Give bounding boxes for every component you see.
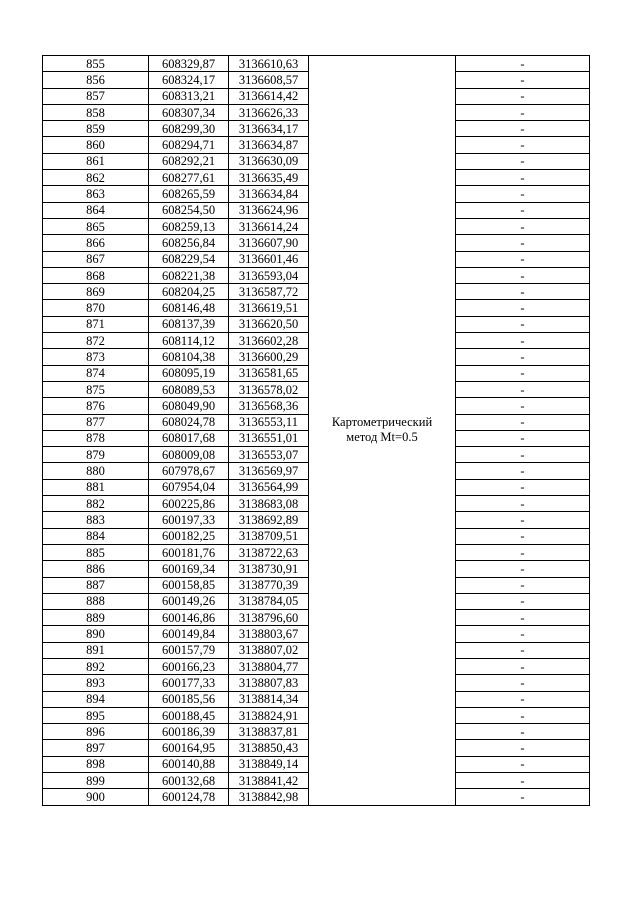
y-coordinate-cell: 3136607,90 — [229, 235, 309, 251]
accuracy-cell: - — [456, 349, 590, 365]
point-number-cell: 867 — [43, 251, 149, 267]
x-coordinate-cell: 608292,21 — [149, 153, 229, 169]
y-coordinate-cell: 3138683,08 — [229, 496, 309, 512]
point-number-cell: 897 — [43, 740, 149, 756]
point-number-cell: 894 — [43, 691, 149, 707]
x-coordinate-cell: 608229,54 — [149, 251, 229, 267]
accuracy-cell: - — [456, 740, 590, 756]
table-row — [43, 56, 590, 72]
x-coordinate-cell: 608329,87 — [149, 56, 229, 72]
point-number-cell: 860 — [43, 137, 149, 153]
x-coordinate-cell: 608137,39 — [149, 316, 229, 332]
y-coordinate-cell: 3138692,89 — [229, 512, 309, 528]
y-coordinate-cell: 3136602,28 — [229, 333, 309, 349]
y-coordinate-cell: 3138784,05 — [229, 593, 309, 609]
x-coordinate-cell: 607978,67 — [149, 463, 229, 479]
method-text-line: Картометрический — [331, 415, 433, 430]
y-coordinate-cell: 3138841,42 — [229, 773, 309, 789]
y-coordinate-cell: 3136578,02 — [229, 381, 309, 397]
y-coordinate-cell: 3138796,60 — [229, 610, 309, 626]
point-number-cell: 857 — [43, 88, 149, 104]
x-coordinate-cell: 600164,95 — [149, 740, 229, 756]
accuracy-cell: - — [456, 251, 590, 267]
x-coordinate-cell: 608017,68 — [149, 430, 229, 446]
accuracy-cell: - — [456, 88, 590, 104]
accuracy-cell: - — [456, 398, 590, 414]
x-coordinate-cell: 608294,71 — [149, 137, 229, 153]
point-number-cell: 900 — [43, 789, 149, 805]
accuracy-cell: - — [456, 186, 590, 202]
accuracy-cell: - — [456, 512, 590, 528]
x-coordinate-cell: 600132,68 — [149, 773, 229, 789]
x-coordinate-cell: 608089,53 — [149, 381, 229, 397]
y-coordinate-cell: 3136634,84 — [229, 186, 309, 202]
accuracy-cell: - — [456, 756, 590, 772]
accuracy-cell: - — [456, 447, 590, 463]
coordinates-table — [42, 55, 590, 806]
x-coordinate-cell: 600169,34 — [149, 561, 229, 577]
x-coordinate-cell: 600197,33 — [149, 512, 229, 528]
point-number-cell: 871 — [43, 316, 149, 332]
accuracy-cell: - — [456, 658, 590, 674]
point-number-cell: 861 — [43, 153, 149, 169]
point-number-cell: 893 — [43, 675, 149, 691]
accuracy-cell: - — [456, 153, 590, 169]
x-coordinate-cell: 608324,17 — [149, 72, 229, 88]
point-number-cell: 885 — [43, 544, 149, 560]
accuracy-cell: - — [456, 284, 590, 300]
y-coordinate-cell: 3136553,11 — [229, 414, 309, 430]
accuracy-cell: - — [456, 300, 590, 316]
accuracy-cell: - — [456, 267, 590, 283]
x-coordinate-cell: 608277,61 — [149, 170, 229, 186]
x-coordinate-cell: 608104,38 — [149, 349, 229, 365]
x-coordinate-cell: 608095,19 — [149, 365, 229, 381]
point-number-cell: 881 — [43, 479, 149, 495]
x-coordinate-cell: 600158,85 — [149, 577, 229, 593]
point-number-cell: 896 — [43, 724, 149, 740]
accuracy-cell: - — [456, 528, 590, 544]
x-coordinate-cell: 600157,79 — [149, 642, 229, 658]
method-cell — [309, 56, 456, 806]
y-coordinate-cell: 3138722,63 — [229, 544, 309, 560]
y-coordinate-cell: 3136614,42 — [229, 88, 309, 104]
y-coordinate-cell: 3136581,65 — [229, 365, 309, 381]
y-coordinate-cell: 3136620,50 — [229, 316, 309, 332]
accuracy-cell: - — [456, 430, 590, 446]
point-number-cell: 869 — [43, 284, 149, 300]
accuracy-cell: - — [456, 707, 590, 723]
point-number-cell: 876 — [43, 398, 149, 414]
point-number-cell: 868 — [43, 267, 149, 283]
x-coordinate-cell: 600140,88 — [149, 756, 229, 772]
y-coordinate-cell: 3138709,51 — [229, 528, 309, 544]
accuracy-cell: - — [456, 56, 590, 72]
y-coordinate-cell: 3136564,99 — [229, 479, 309, 495]
accuracy-cell: - — [456, 170, 590, 186]
x-coordinate-cell: 600166,23 — [149, 658, 229, 674]
point-number-cell: 882 — [43, 496, 149, 512]
accuracy-cell: - — [456, 691, 590, 707]
y-coordinate-cell: 3138850,43 — [229, 740, 309, 756]
accuracy-cell: - — [456, 626, 590, 642]
y-coordinate-cell: 3138814,34 — [229, 691, 309, 707]
x-coordinate-cell: 608265,59 — [149, 186, 229, 202]
point-number-cell: 898 — [43, 756, 149, 772]
y-coordinate-cell: 3138807,83 — [229, 675, 309, 691]
x-coordinate-cell: 608259,13 — [149, 218, 229, 234]
y-coordinate-cell: 3138842,98 — [229, 789, 309, 805]
coordinates-table-body — [43, 56, 590, 806]
accuracy-cell: - — [456, 724, 590, 740]
y-coordinate-cell: 3136610,63 — [229, 56, 309, 72]
accuracy-cell: - — [456, 333, 590, 349]
point-number-cell: 899 — [43, 773, 149, 789]
y-coordinate-cell: 3136553,07 — [229, 447, 309, 463]
x-coordinate-cell: 608313,21 — [149, 88, 229, 104]
accuracy-cell: - — [456, 675, 590, 691]
point-number-cell: 858 — [43, 104, 149, 120]
point-number-cell: 877 — [43, 414, 149, 430]
y-coordinate-cell: 3136593,04 — [229, 267, 309, 283]
x-coordinate-cell: 608146,48 — [149, 300, 229, 316]
point-number-cell: 863 — [43, 186, 149, 202]
accuracy-cell: - — [456, 642, 590, 658]
accuracy-cell: - — [456, 544, 590, 560]
point-number-cell: 866 — [43, 235, 149, 251]
x-coordinate-cell: 608254,50 — [149, 202, 229, 218]
y-coordinate-cell: 3138803,67 — [229, 626, 309, 642]
y-coordinate-cell: 3136619,51 — [229, 300, 309, 316]
accuracy-cell: - — [456, 610, 590, 626]
accuracy-cell: - — [456, 463, 590, 479]
accuracy-cell: - — [456, 137, 590, 153]
point-number-cell: 864 — [43, 202, 149, 218]
y-coordinate-cell: 3136600,29 — [229, 349, 309, 365]
y-coordinate-cell: 3136551,01 — [229, 430, 309, 446]
y-coordinate-cell: 3136626,33 — [229, 104, 309, 120]
y-coordinate-cell: 3138849,14 — [229, 756, 309, 772]
point-number-cell: 880 — [43, 463, 149, 479]
accuracy-cell: - — [456, 577, 590, 593]
accuracy-cell: - — [456, 218, 590, 234]
x-coordinate-cell: 608221,38 — [149, 267, 229, 283]
y-coordinate-cell: 3136601,46 — [229, 251, 309, 267]
accuracy-cell: - — [456, 72, 590, 88]
accuracy-cell: - — [456, 202, 590, 218]
point-number-cell: 875 — [43, 381, 149, 397]
x-coordinate-cell: 600181,76 — [149, 544, 229, 560]
x-coordinate-cell: 600185,56 — [149, 691, 229, 707]
point-number-cell: 886 — [43, 561, 149, 577]
point-number-cell: 889 — [43, 610, 149, 626]
y-coordinate-cell: 3138730,91 — [229, 561, 309, 577]
x-coordinate-cell: 600186,39 — [149, 724, 229, 740]
x-coordinate-cell: 600182,25 — [149, 528, 229, 544]
point-number-cell: 855 — [43, 56, 149, 72]
accuracy-cell: - — [456, 789, 590, 805]
accuracy-cell: - — [456, 381, 590, 397]
accuracy-cell: - — [456, 561, 590, 577]
point-number-cell: 884 — [43, 528, 149, 544]
y-coordinate-cell: 3136568,36 — [229, 398, 309, 414]
x-coordinate-cell: 608009,08 — [149, 447, 229, 463]
x-coordinate-cell: 608204,25 — [149, 284, 229, 300]
accuracy-cell: - — [456, 235, 590, 251]
x-coordinate-cell: 607954,04 — [149, 479, 229, 495]
y-coordinate-cell: 3136630,09 — [229, 153, 309, 169]
y-coordinate-cell: 3136608,57 — [229, 72, 309, 88]
y-coordinate-cell: 3138807,02 — [229, 642, 309, 658]
point-number-cell: 862 — [43, 170, 149, 186]
point-number-cell: 887 — [43, 577, 149, 593]
x-coordinate-cell: 608299,30 — [149, 121, 229, 137]
point-number-cell: 870 — [43, 300, 149, 316]
accuracy-cell: - — [456, 593, 590, 609]
y-coordinate-cell: 3136587,72 — [229, 284, 309, 300]
accuracy-cell: - — [456, 121, 590, 137]
y-coordinate-cell: 3138770,39 — [229, 577, 309, 593]
x-coordinate-cell: 608307,34 — [149, 104, 229, 120]
y-coordinate-cell: 3138837,81 — [229, 724, 309, 740]
point-number-cell: 859 — [43, 121, 149, 137]
y-coordinate-cell: 3138804,77 — [229, 658, 309, 674]
y-coordinate-cell: 3136634,87 — [229, 137, 309, 153]
point-number-cell: 856 — [43, 72, 149, 88]
point-number-cell: 895 — [43, 707, 149, 723]
x-coordinate-cell: 600225,86 — [149, 496, 229, 512]
point-number-cell: 865 — [43, 218, 149, 234]
accuracy-cell: - — [456, 773, 590, 789]
accuracy-cell: - — [456, 316, 590, 332]
accuracy-cell: - — [456, 479, 590, 495]
x-coordinate-cell: 600149,84 — [149, 626, 229, 642]
point-number-cell: 879 — [43, 447, 149, 463]
point-number-cell: 878 — [43, 430, 149, 446]
y-coordinate-cell: 3136614,24 — [229, 218, 309, 234]
x-coordinate-cell: 608049,90 — [149, 398, 229, 414]
point-number-cell: 872 — [43, 333, 149, 349]
x-coordinate-cell: 600188,45 — [149, 707, 229, 723]
y-coordinate-cell: 3136634,17 — [229, 121, 309, 137]
accuracy-cell: - — [456, 104, 590, 120]
point-number-cell: 891 — [43, 642, 149, 658]
y-coordinate-cell: 3136635,49 — [229, 170, 309, 186]
x-coordinate-cell: 608114,12 — [149, 333, 229, 349]
point-number-cell: 873 — [43, 349, 149, 365]
point-number-cell: 888 — [43, 593, 149, 609]
x-coordinate-cell: 600146,86 — [149, 610, 229, 626]
accuracy-cell: - — [456, 414, 590, 430]
point-number-cell: 883 — [43, 512, 149, 528]
x-coordinate-cell: 600177,33 — [149, 675, 229, 691]
y-coordinate-cell: 3136624,96 — [229, 202, 309, 218]
x-coordinate-cell: 608256,84 — [149, 235, 229, 251]
x-coordinate-cell: 600149,26 — [149, 593, 229, 609]
x-coordinate-cell: 608024,78 — [149, 414, 229, 430]
point-number-cell: 892 — [43, 658, 149, 674]
point-number-cell: 890 — [43, 626, 149, 642]
y-coordinate-cell: 3138824,91 — [229, 707, 309, 723]
method-text-line: метод Mt=0.5 — [346, 430, 418, 445]
accuracy-cell: - — [456, 365, 590, 381]
x-coordinate-cell: 600124,78 — [149, 789, 229, 805]
accuracy-cell: - — [456, 496, 590, 512]
y-coordinate-cell: 3136569,97 — [229, 463, 309, 479]
point-number-cell: 874 — [43, 365, 149, 381]
